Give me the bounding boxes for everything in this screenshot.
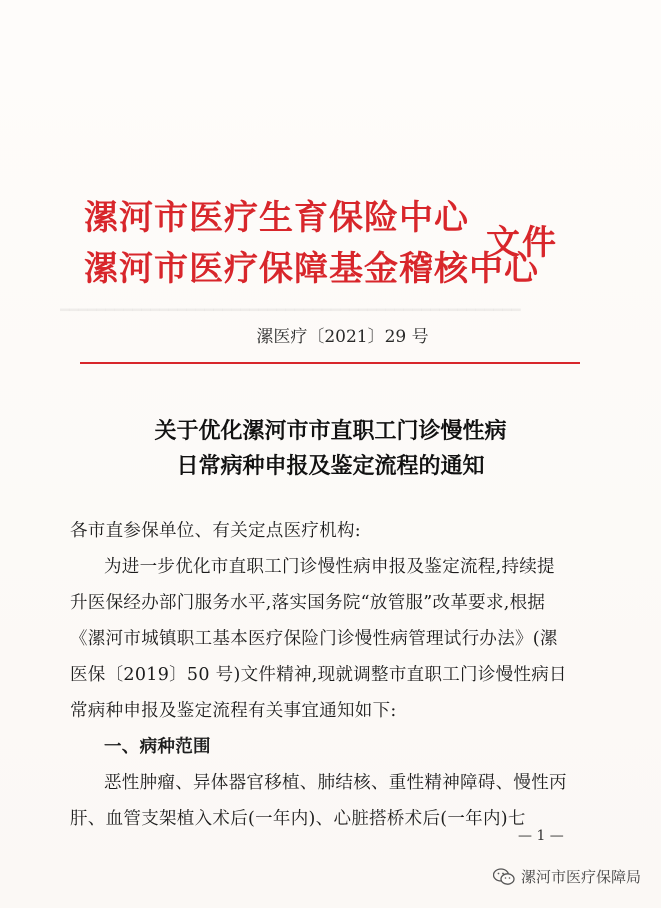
section1-line2: 肝、血管支架植入术后(一年内)、心脏搭桥术后(一年内)七 — [70, 809, 526, 829]
paragraph1-line5: 常病种申报及鉴定流程有关事宜通知如下: — [70, 701, 397, 721]
document-word: 文件 — [486, 223, 558, 263]
notice-title-line1: 关于优化漯河市市直职工门诊慢性病 — [154, 418, 507, 444]
issuing-org-line2: 漯河市医疗保障基金稽核中心 — [84, 249, 539, 289]
paragraph1-line1: 为进一步优化市直职工门诊慢性病申报及鉴定流程,持续提 — [104, 557, 555, 577]
paragraph1-line2: 升医保经办部门服务水平,落实国务院“放管服”改革要求,根据 — [70, 593, 546, 613]
paragraph1-line3: 《漯河市城镇职工基本医疗保险门诊慢性病管理试行办法》(漯 — [70, 629, 558, 649]
watermark-text: 漯河市医疗保障局 — [520, 868, 641, 886]
document-number: 漯医疗〔2021〕29 号 — [256, 327, 429, 347]
section1-heading: 一、病种范围 — [104, 737, 211, 757]
paragraph1-line4: 医保〔2019〕50 号)文件精神,现就调整市直职工门诊慢性病日 — [70, 665, 567, 685]
bleed-through-texture: ━━━━━━━━━━━━━━━━━━━━━━━━━━━━━━━━━━━━━━━━━━━━━━━━━━━ — [60, 301, 521, 319]
watermark — [493, 866, 641, 887]
section1-line1: 恶性肿瘤、异体器官移植、肺结核、重性精神障碍、慢性丙 — [104, 773, 567, 793]
notice-title-line2: 日常病种申报及鉴定流程的通知 — [176, 453, 485, 479]
salutation: 各市直参保单位、有关定点医疗机构: — [70, 521, 361, 541]
page-number: — 1 — — [518, 828, 564, 844]
red-divider-line — [80, 362, 580, 364]
issuing-org-line1: 漯河市医疗生育保险中心 — [84, 198, 469, 238]
wechat-icon — [493, 868, 515, 886]
